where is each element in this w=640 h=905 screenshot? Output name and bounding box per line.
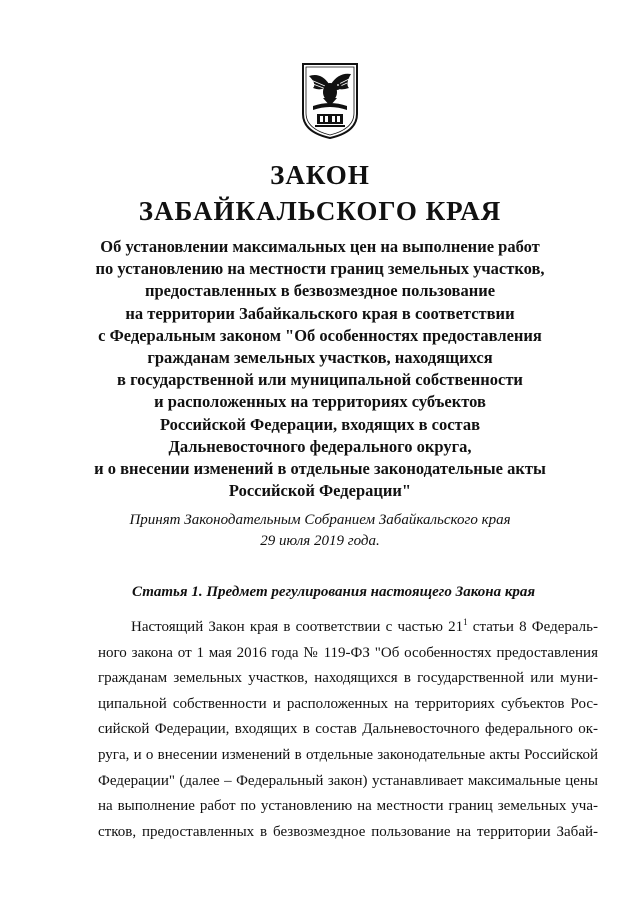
body-line: сийской Федерации, входящих в состав Дальневосточного федерального ок- — [98, 721, 598, 738]
adoption-body: Принят Законодательным Собранием Забайкальского края — [129, 512, 511, 528]
subtitle-line: в государственной или муниципальной собственности — [117, 370, 523, 390]
body-line: руга, и о внесении изменений в отдельные законодательные акты Российской — [98, 746, 598, 763]
body-line: гражданам земельных участков, находящихся в государственной или муни- — [98, 670, 598, 687]
law-region-title: ЗАБАЙКАЛЬСКОГО КРАЯ — [138, 196, 502, 226]
superscript: 1 — [463, 617, 468, 627]
subtitle-line: Российской Федерации, входящих в состав — [159, 414, 480, 434]
subtitle-line: предоставленных в безвозмездное пользование — [144, 281, 496, 301]
subtitle-line: на территории Забайкальского края в соответствии — [125, 303, 515, 323]
body-line: Федерации" (далее – Федеральный закон) устанавливает максимальные цены — [98, 772, 598, 789]
subtitle-line: Российской Федерации" — [228, 481, 412, 501]
subtitle-line: по установлению на местности границ земельных участков, — [95, 259, 545, 279]
subtitle-line: и о внесении изменений в отдельные законодательные акты — [94, 459, 546, 479]
adoption-date: 29 июля 2019 года. — [260, 533, 380, 549]
article-body — [98, 615, 598, 845]
body-line — [98, 615, 598, 641]
adoption-note — [0, 510, 640, 552]
subtitle-line: и расположенных на территориях субъектов — [154, 392, 486, 412]
subtitle-line: гражданам земельных участков, находящихся — [147, 348, 493, 368]
body-line: ного закона от 1 мая 2016 года № 119-ФЗ "Об особенностях предоставления — [98, 644, 598, 661]
body-text-part: Настоящий Закон края в соответствии с частью 21 — [131, 619, 464, 635]
body-line: на выполнение работ по установлению на местности границ земельных уча- — [98, 798, 598, 815]
article-heading: Статья 1. Предмет регулирования настоящего Закона края — [132, 584, 536, 600]
body-text-part: статьи 8 Федераль- — [467, 619, 598, 635]
subtitle-line: Дальневосточного федерального округа, — [168, 436, 472, 456]
coat-of-arms-svg — [301, 62, 359, 140]
subtitle-line: Об установлении максимальных цен на выполнение работ — [100, 237, 540, 256]
law-subtitle — [60, 236, 580, 502]
body-line: стков, предоставленных в безвозмездное пользование на территории Забай- — [98, 823, 598, 840]
coat-of-arms-icon — [301, 62, 359, 140]
body-line: ципальной собственности и расположенных на территориях субъектов Рос- — [98, 695, 598, 712]
law-title: ЗАКОН — [270, 160, 370, 190]
subtitle-line: с Федеральным законом "Об особенностях предоставления — [98, 325, 542, 345]
